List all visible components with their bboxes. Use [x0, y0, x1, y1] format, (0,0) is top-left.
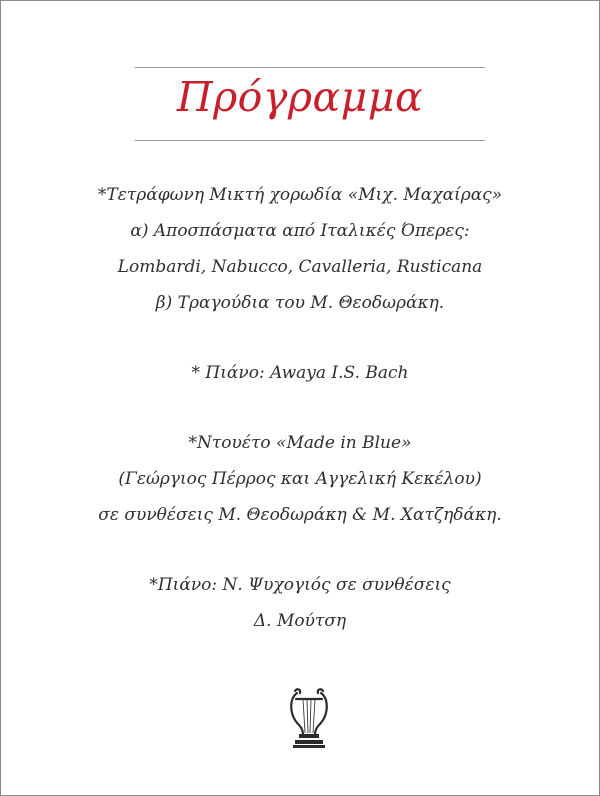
program-line: Δ. Μούτση	[253, 611, 347, 631]
bottom-divider	[135, 140, 485, 141]
program-line: β) Τραγούδια του Μ. Θεοδωράκη.	[155, 293, 445, 313]
program-line: *Ντουέτο «Made in Blue»	[188, 433, 412, 453]
program-line: α) Αποσπάσματα από Ιταλικές Όπερες:	[130, 221, 470, 241]
top-divider	[135, 67, 485, 68]
program-section-duet	[1, 425, 599, 533]
program-section-choir	[1, 177, 599, 321]
program-line: (Γεώργιος Πέρρος και Αγγελική Κεκέλου)	[118, 469, 482, 489]
program-list	[1, 177, 599, 673]
program-section-piano-moutsis	[1, 567, 599, 639]
page-title: Πρόγραμμα	[176, 73, 424, 121]
program-line: *Πιάνο: Ν. Ψυχογιός σε συνθέσεις	[149, 575, 451, 595]
program-section-piano-bach	[1, 355, 599, 391]
program-line: *Τετράφωνη Μικτή χορωδία «Μιχ. Μαχαίρας»	[97, 185, 503, 205]
program-line: * Πιάνο: Awaya I.S. Bach	[191, 363, 409, 383]
program-line: Lombardi, Nabucco, Cavalleria, Rusticana	[117, 257, 483, 277]
program-line: σε συνθέσεις Μ. Θεοδωράκη & Μ. Χατζηδάκη.	[98, 505, 502, 525]
lyre-icon	[287, 685, 331, 749]
